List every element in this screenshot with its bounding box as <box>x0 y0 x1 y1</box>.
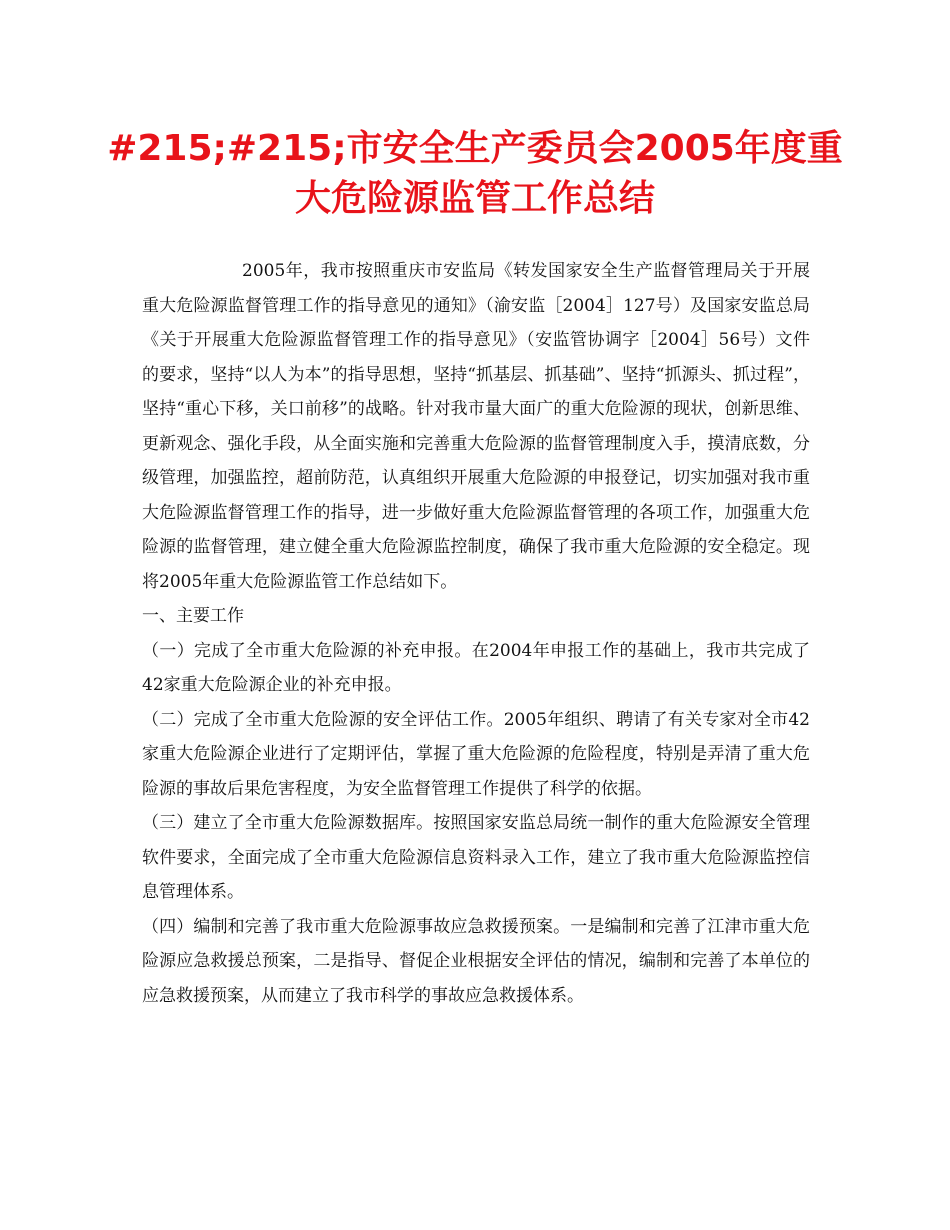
body-paragraph: （一）完成了全市重大危险源的补充申报。在2004年申报工作的基础上，我市共完成了42家重大危险源企业的补充申报。 <box>142 640 810 695</box>
body-paragraph: （四）编制和完善了我市重大危险源事故应急救援预案。一是编制和完善了江津市重大危险源应急救援总预案，二是指导、督促企业根据安全评估的情况，编制和完善了本单位的应急救援预案，从而建立了我市科学的事故应急救援体系。 <box>142 916 810 1006</box>
body-paragraph: （三）建立了全市重大危险源数据库。按照国家安监总局统一制作的重大危险源安全管理软件要求，全面完成了全市重大危险源信息资料录入工作，建立了我市重大危险源监控信息管理体系。 <box>142 813 810 902</box>
body-paragraph: （二）完成了全市重大危险源的安全评估工作。2005年组织、聘请了有关专家对全市42家重大危险源企业进行了定期评估，掌握了重大危险源的危险程度，特别是弄清了重大危险源的事故后果危害程度，为安全监督管理工作提供了科学的依据。 <box>142 709 810 799</box>
intro-paragraph: 2005年，我市按照重庆市安监局《转发国家安全生产监督管理局关于开展重大危险源监督管理工作的指导意见的通知》（渝安监［2004］127号）及国家安监总局《关于开展重大危险源监督管理工作的指导意见》（安监管协调字［2004］56号）文件的要求，坚持“以人为本”的指导思想，坚持“抓基层、抓基础”、坚持“抓源头、抓过程”，坚持“重心下移，关口前移”的战略。针对我市量大面广的重大危险源的现状，创新思维、更新观念、强化手段，从全面实施和完善重大危险源的监督管理制度入手，摸清底数，分级管理，加强监控，超前防范，认真组织开展重大危险源的申报登记，切实加强对我市重大危险源监督管理工作的指导，进一步做好重大危险源监督管理的各项工作，加强重大危险源的监督管理，建立健全重大危险源监控制度，确保了我市重大危险源的安全稳定。现将2005年重大危险源监管工作总结如下。 <box>142 261 810 592</box>
section-heading: 一、主要工作 <box>142 606 244 626</box>
document-body <box>142 254 810 1013</box>
document-title: #215;#215;市安全生产委员会2005年度重大危险源监管工作总结 <box>107 128 843 219</box>
